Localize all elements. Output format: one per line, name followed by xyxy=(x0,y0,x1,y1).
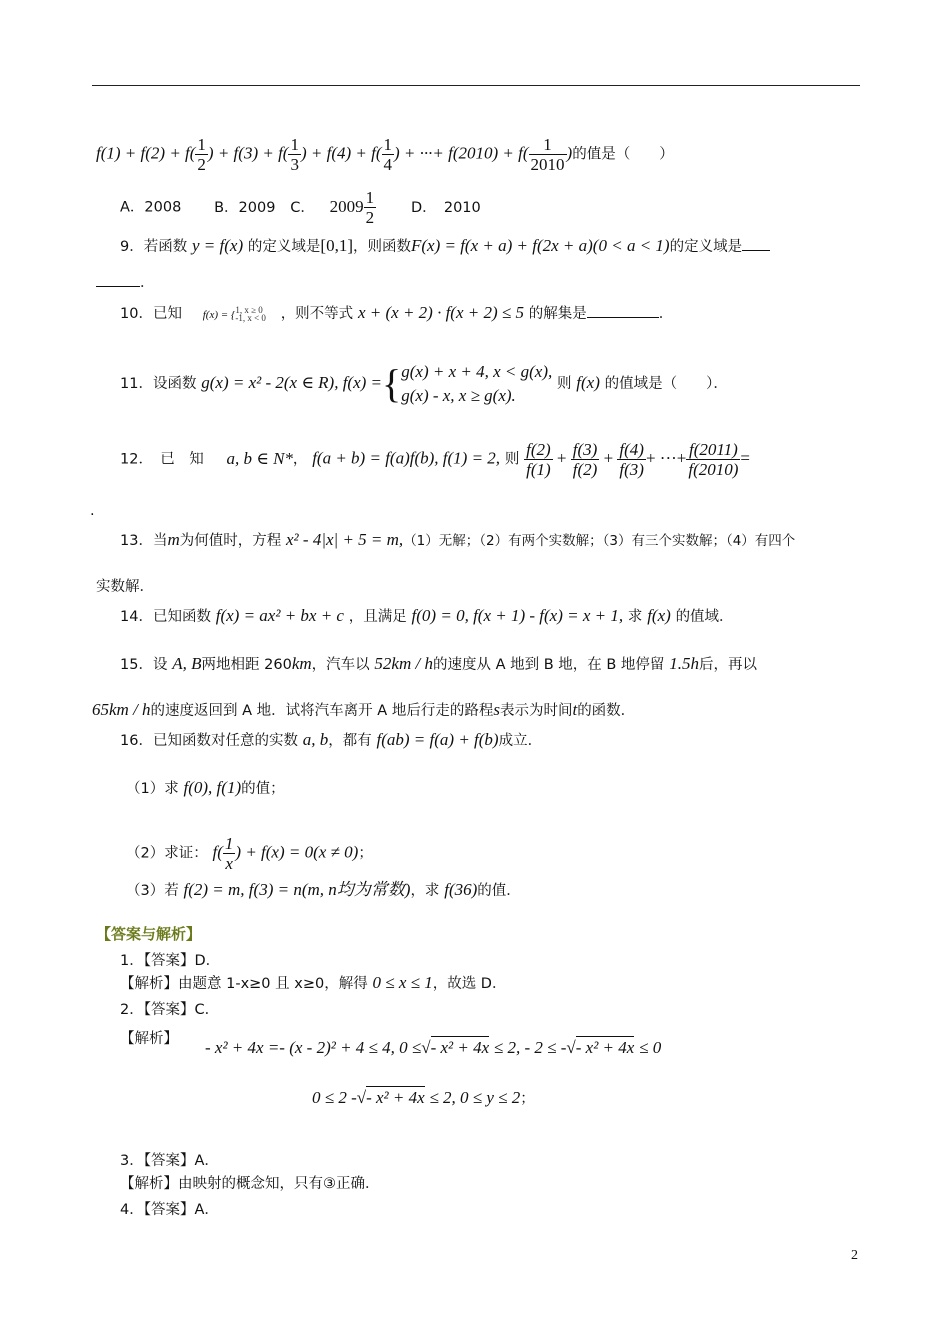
page-number: 2 xyxy=(851,1248,858,1263)
question-13: 13．当m为何值时，方程 x² - 4|x| + 5 = m,（1）无解；（2）有两个实数解；（3）有三个实数解；（4）有四个 xyxy=(120,530,796,549)
answer-3: 3．【答案】A． xyxy=(120,1153,219,1169)
question-13-continuation: 实数解． xyxy=(96,579,154,595)
question-9-continuation: ． xyxy=(96,272,155,293)
q8-options: A．2008 B．2009 C． 2009 $\frac{1}{2}$ D． 2010 xyxy=(120,188,481,227)
answer-4: 4．【答案】A． xyxy=(120,1202,219,1218)
question-16-part-3: （3）若 f(2) = m, f(3) = n(m, n均为常数)，求 f(36)的值． xyxy=(126,880,521,899)
answer-3-explanation: 【解析】由映射的概念知，只有③正确． xyxy=(120,1176,380,1192)
piecewise-function: 1, x ≥ 0 -1, x < 0 xyxy=(235,305,266,323)
question-10: 10．已知 f(x) = { 1, x ≥ 0 -1, x < 0 ，则不等式 x + (x + 2) · f(x + 2) ≤ 5 的解集是 ． xyxy=(120,303,674,323)
question-15-continuation: 65km / h的速度返回到 A 地．试将汽车离开 A 地后行走的路程s表示为时间t的函数． xyxy=(92,700,636,719)
question-16: 16．已知函数对任意的实数 a, b，都有 f(ab) = f(a) + f(b)成立． xyxy=(120,730,543,749)
answer-1-explanation: 【解析】由题意 1-x≥0 且 x≥0，解得 0 ≤ x ≤ 1，故选 D． xyxy=(120,973,507,992)
fraction: $\frac{1}{2}$ xyxy=(197,135,206,174)
q8-expression: f(1) + f(2) + f( $\frac{1}{2}$ ) + f(3) + f( $\frac{1}{3}$ ) + f(4) + f( $\frac{1}{4}$ ) + ···+ f(2010) + f( $\frac{1}{2010}$ )的值是（ ） xyxy=(96,135,674,174)
answer-2: 2．【答案】C． xyxy=(120,1002,220,1018)
header-rule xyxy=(92,85,860,86)
question-9: 9．若函数 y = f(x) 的定义域是[0,1]，则函数F(x) = f(x + a) + f(2x + a)(0 < a < 1)的定义域是 xyxy=(120,236,770,257)
question-15: 15．设 A, B两地相距 260km，汽车以 52km / h的速度从 A 地到 B 地，在 B 地停留 1.5h后，再以 xyxy=(120,654,757,673)
question-12-end: . xyxy=(90,503,95,519)
question-14: 14．已知函数 f(x) = ax² + bx + c ，且满足 f(0) = 0, f(x + 1) - f(x) = x + 1, 求 f(x) 的值域． xyxy=(120,606,734,625)
question-11: 11．设函数 g(x) = x² - 2(x ∈ R), f(x) ={ g(x) + x + 4, x < g(x), g(x) - x, x ≥ g(x). 则 f(x) 的值域是（ ）． xyxy=(120,361,728,406)
answer-2-derivation-line-1: - x² + 4x =- (x - 2)² + 4 ≤ 4, 0 ≤√- x² + 4x ≤ 2, - 2 ≤ -√- x² + 4x ≤ 0 xyxy=(205,1038,662,1057)
answer-2-derivation-line-2: 0 ≤ 2 -√- x² + 4x ≤ 2, 0 ≤ y ≤ 2； xyxy=(312,1088,535,1107)
question-12: 12． 已 知 a, b ∈ N*， f(a + b) = f(a)f(b), f(1) = 2, 则 $\frac{f(2)}{f(1)}$ + $\frac{f(3)}{f(2)}$ + $\frac{f(4)}{f(3)}$ + ···+ $\frac{f(2011)}{f(2010)}$ = xyxy=(120,440,751,479)
answer-2-explanation-label: 【解析】 xyxy=(120,1031,178,1047)
question-16-part-1: （1）求 f(0), f(1)的值； xyxy=(126,778,285,797)
answers-heading: 【答案与解析】 xyxy=(96,925,202,943)
answer-1: 1．【答案】D． xyxy=(120,953,221,969)
question-16-part-2: （2）求证： f( $\frac{1}{x}$ ) + f(x) = 0(x ≠ 0)； xyxy=(126,834,373,873)
